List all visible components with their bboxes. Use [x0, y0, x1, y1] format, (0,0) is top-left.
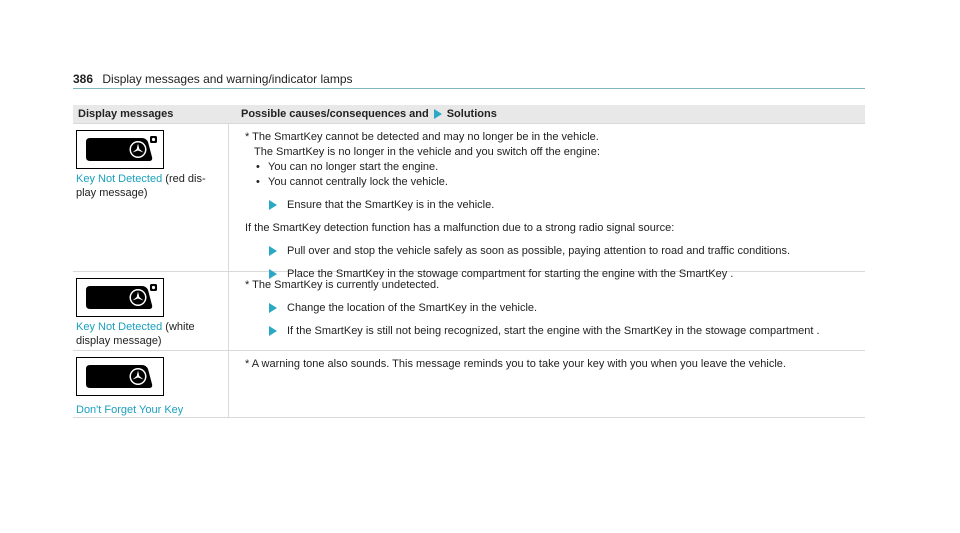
- table-row: [73, 271, 865, 350]
- display-message-note: (red dis-play message): [76, 173, 206, 199]
- column-header-solutions-label: Solutions: [446, 108, 497, 120]
- causes-solutions-cell: [229, 351, 865, 417]
- solution-arrow-icon: [434, 109, 442, 119]
- display-message-name: Key Not Detected: [76, 173, 163, 185]
- cause-detail: The SmartKey is no longer in the vehicle and you switch off the engine:: [254, 146, 600, 158]
- solution-step: Change the location of the SmartKey in the vehicle.: [245, 301, 857, 315]
- solution-arrow-icon: [269, 326, 277, 336]
- smartkey-icon: [76, 278, 164, 317]
- list-item: • You can no longer start the engine.: [256, 161, 439, 173]
- list-item: • You cannot centrally lock the vehicle.: [256, 176, 448, 188]
- solution-step: Pull over and stop the vehicle safely as soon as possible, paying attention to road and traffic conditions.: [245, 244, 857, 258]
- column-header-display-messages: Display messages: [78, 108, 174, 120]
- solution-arrow-icon: [269, 246, 277, 256]
- solution-arrow-icon: [269, 303, 277, 313]
- display-message-cell: [73, 272, 229, 350]
- solution-arrow-icon: [269, 200, 277, 210]
- column-header-causes: [229, 108, 865, 120]
- display-message-note: (white display message): [76, 321, 195, 347]
- cause-text: * The SmartKey cannot be detected and may no longer be in the vehicle.: [245, 131, 599, 143]
- cause-text: * A warning tone also sounds. This message reminds you to take your key with you when you leave the vehicle.: [245, 358, 786, 370]
- table-row: [73, 123, 865, 280]
- table-header: [73, 105, 865, 123]
- cause-text: * The SmartKey is currently undetected.: [245, 279, 440, 291]
- page-title: Display messages and warning/indicator lamps: [102, 72, 353, 86]
- solution-step: Place the SmartKey in the stowage compartment for starting the engine with the SmartKey .: [245, 267, 857, 281]
- causes-solutions-cell: [229, 272, 865, 350]
- page-number: 386: [73, 72, 94, 86]
- causes-solutions-cell: [229, 124, 865, 280]
- solution-step: Ensure that the SmartKey is in the vehicle.: [245, 198, 857, 212]
- table-row: [73, 350, 865, 417]
- display-message-name: Key Not Detected: [76, 321, 163, 333]
- smartkey-icon: [76, 130, 164, 169]
- display-message-cell: [73, 124, 229, 271]
- page-header: [73, 72, 865, 89]
- column-header-causes-label: Possible causes/consequences and: [241, 108, 429, 120]
- smartkey-icon: [76, 357, 164, 396]
- solution-step: If the SmartKey is still not being recognized, start the engine with the SmartKey in the stowage compartment .: [245, 324, 857, 338]
- messages-table: [73, 105, 865, 418]
- cause-text: If the SmartKey detection function has a malfunction due to a strong radio signal source:: [245, 222, 675, 234]
- display-message-cell: [73, 351, 229, 417]
- display-message-name: Don't Forget Your Key: [76, 404, 184, 416]
